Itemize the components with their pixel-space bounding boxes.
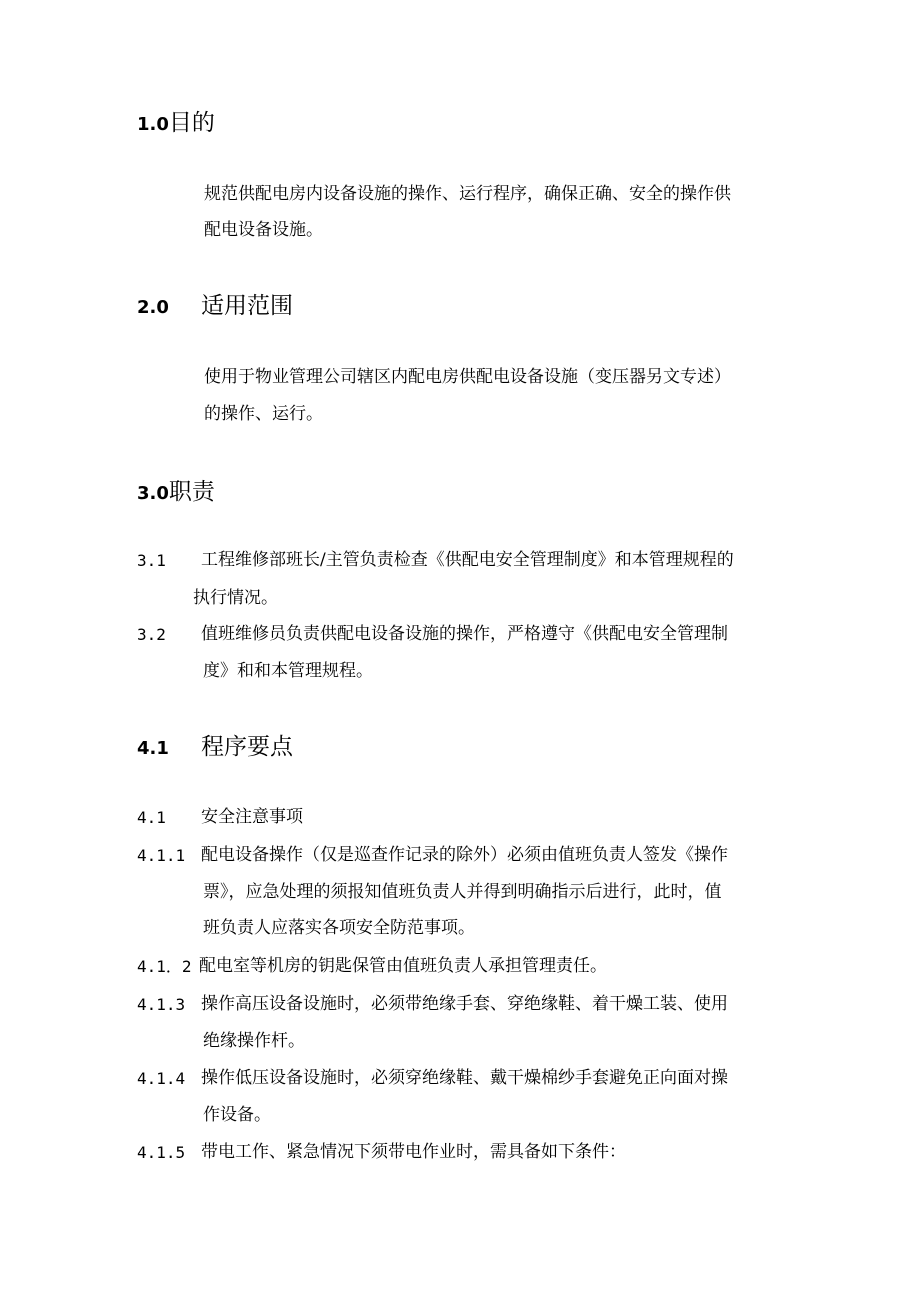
item-3-1-line-2: 执行情况。 — [193, 588, 278, 608]
item-3-2-line-1: 值班维修员负责供配电设备设施的操作，严格遵守《供配电安全管理制 — [201, 624, 728, 644]
item-4-1-1-number: 4.1.1 — [137, 846, 186, 865]
section-3-title: 职责 — [168, 479, 215, 505]
section-2-heading — [137, 291, 293, 323]
item-4-1-line-1: 安全注意事项 — [201, 807, 303, 827]
section-4-number: 4.1 — [137, 738, 169, 759]
item-4-1-5-line-1: 带电工作、紧急情况下须带电作业时，需具备如下条件： — [201, 1142, 626, 1162]
item-4-1-3-line-2: 绝缘操作杆。 — [203, 1031, 305, 1051]
item-4-1-4-line-2: 作设备。 — [203, 1105, 271, 1125]
section-2-body-line-1: 使用于物业管理公司辖区内配电房供配电设备设施（变压器另文专述） — [204, 367, 731, 387]
section-1-number: 1.0 — [137, 114, 169, 135]
section-3-heading — [137, 477, 215, 509]
section-1-title: 目的 — [168, 110, 215, 136]
item-3-1-line-1: 工程维修部班长/主管负责检查《供配电安全管理制度》和本管理规程的 — [201, 550, 734, 570]
item-4-1-3-number: 4.1.3 — [137, 995, 186, 1014]
item-4-1-2-line-1: 配电室等机房的钥匙保管由值班负责人承担管理责任。 — [199, 956, 607, 976]
section-4-heading — [137, 732, 293, 764]
section-1-heading — [137, 108, 215, 140]
item-4-1-3-line-1: 操作高压设备设施时，必须带绝缘手套、穿绝缘鞋、着干燥工装、使用 — [201, 994, 728, 1014]
item-4-1-4-number: 4.1.4 — [137, 1069, 186, 1088]
item-4-1-1-line-1: 配电设备操作（仅是巡查作记录的除外）必须由值班负责人签发《操作 — [201, 845, 728, 865]
item-4-1-1-line-3: 班负责人应落实各项安全防范事项。 — [203, 918, 475, 938]
section-2-number: 2.0 — [137, 297, 169, 318]
item-3-2-number: 3.2 — [137, 625, 166, 644]
section-2-title: 适用范围 — [201, 293, 293, 319]
item-3-1-number: 3.1 — [137, 551, 166, 570]
item-4-1-number: 4.1 — [137, 808, 166, 827]
section-1-body-line-1: 规范供配电房内设备设施的操作、运行程序，确保正确、安全的操作供 — [204, 184, 731, 204]
section-1-body-line-2: 配电设备设施。 — [204, 220, 323, 240]
section-3-number: 3.0 — [137, 483, 169, 504]
section-2-body-line-2: 的操作、运行。 — [204, 404, 323, 424]
item-4-1-5-number: 4.1.5 — [137, 1143, 186, 1162]
section-4-title: 程序要点 — [201, 734, 293, 760]
item-4-1-2-number: 4.1．2 — [137, 957, 192, 976]
item-4-1-4-line-1: 操作低压设备设施时，必须穿绝缘鞋、戴干燥棉纱手套避免正向面对操 — [201, 1068, 728, 1088]
item-4-1-1-line-2: 票》，应急处理的须报知值班负责人并得到明确指示后进行，此时，值 — [203, 882, 722, 902]
item-3-2-line-2: 度》和和本管理规程。 — [203, 661, 373, 681]
